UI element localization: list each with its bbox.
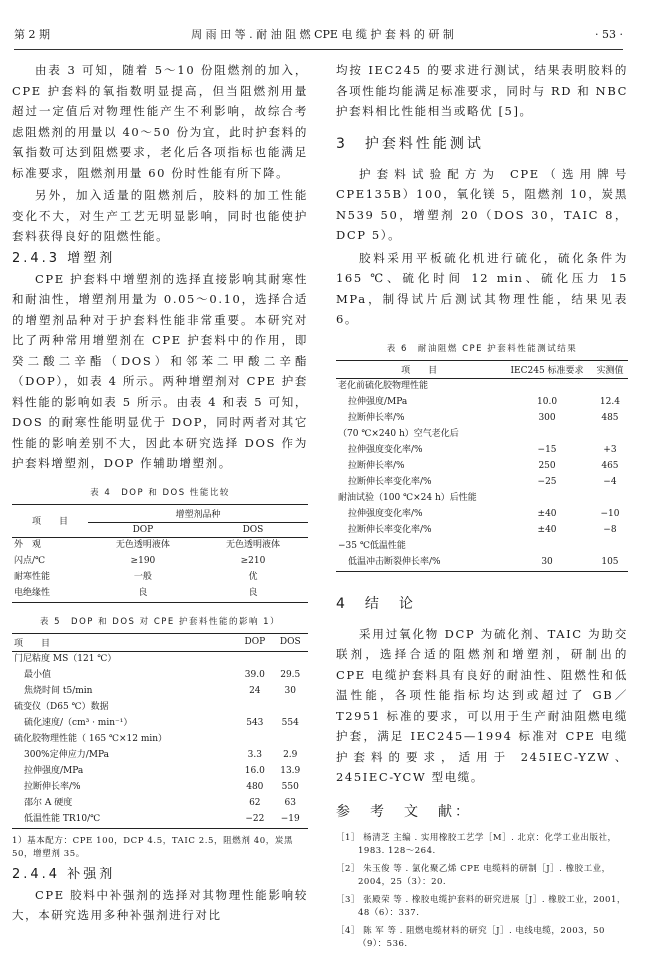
- table-cell: 无色透明液体: [225, 540, 280, 550]
- reference-list: [336, 832, 628, 951]
- table-cell-label: 拉断伸长率/%: [348, 413, 405, 423]
- table-6: [336, 360, 628, 572]
- left-column: [12, 60, 308, 928]
- table-cell: 10.0: [537, 397, 558, 407]
- table-cell: 105: [592, 555, 628, 572]
- table-4: [12, 504, 308, 603]
- table-row: [336, 507, 628, 523]
- table-header: 项 目: [336, 360, 502, 378]
- table-cell-label: 硫变仪（D65 ℃）数据: [14, 702, 109, 712]
- table-cell: −19: [272, 812, 308, 829]
- table-cell: [592, 378, 628, 395]
- running-header: [14, 24, 623, 44]
- paragraph: 另外，加入适量的阻燃剂后，胶料的加工性能变化不大，对生产工艺无明显影响，同时也能使护套料获得良好的阻燃性能。: [12, 188, 308, 243]
- table-caption: 表 4 DOP 和 DOS 性能比较: [90, 487, 230, 498]
- section-heading: 4 结 论: [336, 595, 416, 612]
- table-footnote: 1）基本配方：CPE 100，DCP 4.5，TAIC 2.5，阻燃剂 40，炭黑 50，增塑剂 35。: [12, 835, 294, 859]
- paragraph: 护套料试验配方为 CPE（选用牌号 CPE135B）100，氧化镁 5，阻燃剂 10，炭黑 N539 50，增塑剂 20（DOS 30，TAIC 8，DCP 5）。: [336, 166, 628, 242]
- table-cell-label: 拉断伸长率/%: [24, 782, 81, 792]
- reference-item: ［2］ 朱玉俊 等 . 氯化聚乙烯 CPE 电缆料的研制［J］. 橡胶工业，2004，25（3）：20.: [336, 863, 611, 887]
- table-row: [12, 651, 308, 668]
- table-cell: 485: [601, 413, 619, 423]
- table-cell-label: 门尼粘度 MS（121 ℃）: [14, 654, 117, 664]
- table-row: [336, 443, 628, 459]
- table-row: [336, 555, 628, 572]
- references-heading: 参 考 文 献：: [336, 803, 472, 820]
- table-cell: [502, 378, 592, 395]
- table-caption: 表 5 DOP 和 DOS 对 CPE 护套料性能的影响 1）: [39, 616, 281, 627]
- table-row: [12, 700, 308, 716]
- table-header: 项 目: [12, 633, 237, 651]
- paragraph: 均按 IEC245 的要求进行测试，结果表明胶料的各项性能均能满足标准要求，同时与 RD 和 NBC 护套料相比性能相当或略优 [5]。: [336, 63, 628, 118]
- table-cell-label: 老化前硫化胶物理性能: [338, 381, 429, 391]
- table-cell: [502, 539, 592, 555]
- table-row: [12, 780, 308, 796]
- table-cell: 30: [502, 555, 592, 572]
- table-cell-label: 最小值: [24, 670, 52, 680]
- table-row: [12, 748, 308, 764]
- table-cell: 16.0: [244, 766, 265, 776]
- table-cell: 3.3: [247, 750, 262, 760]
- table-cell: ≥190: [130, 556, 156, 566]
- table-cell: [502, 491, 592, 507]
- table-header: DOP: [237, 633, 272, 651]
- table-header: 实测值: [592, 360, 628, 378]
- table-row: [336, 459, 628, 475]
- table-cell-label: 外 观: [14, 540, 42, 550]
- table-cell: 550: [281, 782, 299, 792]
- table-cell: 543: [246, 718, 264, 728]
- table-cell: 24: [249, 686, 261, 696]
- table-cell: 554: [281, 718, 299, 728]
- header-rule: [14, 49, 623, 50]
- table-cell: 优: [248, 572, 258, 582]
- table-cell-label: （70 ℃×240 h）空气老化后: [338, 429, 459, 439]
- table-cell: 良: [198, 586, 308, 603]
- table-cell-label: 耐油试验（100 ℃×24 h）后性能: [338, 493, 477, 503]
- table-cell: [237, 732, 272, 748]
- table-row: [336, 378, 628, 395]
- table-cell: [272, 732, 308, 748]
- reference-item: ［3］ 张殿荣 等 . 橡胶电缆护套料的研究进展［J］. 橡胶工业，2001，48（6）：337.: [336, 894, 626, 918]
- table-cell: ±40: [537, 509, 557, 519]
- table-row: [12, 570, 308, 586]
- paragraph: CPE 护套料中增塑剂的选择直接影响其耐寒性和耐油性，增塑剂用量为 0.05～0.10，选择合适的增塑剂品种对于护套料性能非常重要。本研究对比了两种常用增塑剂在 CPE 护套料中的作用，即癸二酸二辛酯（DOS）和邻苯二甲酸二辛酯（DOP），如表 4 所示。两种增塑剂对 CPE 护套料性能的影响如表 5 所示。由表 4 和表 5 可知，DOS 的耐寒性能明显优于 DOP，同时两者对其它性能的影响差别不大，因此本研究选择 DOS 作为护套料增塑剂，DOP 作辅助增塑剂。: [12, 271, 308, 470]
- table-header: DOS: [272, 633, 308, 651]
- section-heading: 2.4.4 补强剂: [12, 866, 116, 882]
- paragraph: CPE 胶料中补强剂的选择对其物理性能影响较大，本研究选用多种补强剂进行对比: [12, 887, 308, 922]
- table-cell: 13.9: [280, 766, 301, 776]
- running-title: 周 雨 田 等 . 耐 油 阻 燃 CPE 电 缆 护 套 料 的 研 制: [191, 28, 454, 41]
- table-cell: −22: [237, 812, 272, 829]
- table-row: [12, 812, 308, 829]
- table-header: 项 目: [12, 504, 88, 537]
- table-cell-label: 300%定伸应力/MPa: [24, 750, 109, 760]
- table-row: [336, 523, 628, 539]
- table-cell-label: 低温性能 TR10/℃: [12, 812, 237, 829]
- table-cell: [237, 651, 272, 668]
- table-cell: 300: [538, 413, 556, 423]
- table-cell: −4: [603, 477, 617, 487]
- table-cell: 39.0: [244, 670, 265, 680]
- table-row: [336, 475, 628, 491]
- table-cell-label: 硫化速度/（cm³ · min⁻¹）: [24, 718, 133, 728]
- table-cell: [592, 427, 628, 443]
- table-cell-label: 硫化胶物理性能（ 165 ℃×12 min）: [14, 734, 168, 744]
- table-cell-label: 耐寒性能: [14, 572, 51, 582]
- table-cell-label: 闪点/℃: [14, 556, 46, 566]
- table-row: [336, 491, 628, 507]
- reference-item: ［4］ 陈 军 等 . 阻燃电缆材料的研究［J］. 电线电缆，2003，50（9）：536.: [336, 925, 605, 949]
- table-row: [12, 668, 308, 684]
- table-row: [12, 586, 308, 603]
- table-row: [12, 796, 308, 812]
- table-row: [336, 427, 628, 443]
- table-row: [12, 684, 308, 700]
- table-cell: −10: [600, 509, 620, 519]
- paragraph: 由表 3 可知，随着 5～10 份阻燃剂的加入，CPE 护套料的氧指数明显提高，但当阻燃剂用量超过一定值后对物理性能产生不利影响，故综合考虑阻燃剂的用量以 40～50 份为宜，此时护套料的氧指数可达到阻燃要求，老化后各项指标也能满足标准要求，阻燃剂用量 60 份时性能有所下降。: [12, 63, 308, 180]
- table-row: [12, 716, 308, 732]
- table-cell: [272, 700, 308, 716]
- table-cell-label: 拉断伸长率变化率/%: [348, 477, 432, 487]
- table-cell: [272, 651, 308, 668]
- table-cell-label: 拉伸强度变化率/%: [348, 509, 423, 519]
- table-cell: 250: [538, 461, 556, 471]
- table-cell-label: 拉伸强度/MPa: [24, 766, 84, 776]
- table-cell: 29.5: [280, 670, 301, 680]
- table-cell: −8: [603, 525, 617, 535]
- table-cell-label: 电绝缘性: [12, 586, 88, 603]
- table-cell-label: 拉伸强度/MPa: [348, 397, 408, 407]
- right-column: [336, 60, 628, 956]
- table-header: DOP: [88, 522, 198, 537]
- table-caption: 表 6 耐油阻燃 CPE 护套料性能测试结果: [386, 343, 578, 354]
- table-cell: 62: [249, 798, 261, 808]
- table-row: [336, 395, 628, 411]
- table-header: IEC245 标准要求: [502, 360, 592, 378]
- table-row: [12, 764, 308, 780]
- table-cell: 30: [284, 686, 296, 696]
- paragraph: 采用过氧化物 DCP 为硫化剂、TAIC 为助交联剂，选择合适的阻燃剂和增塑剂，研制出的 CPE 电缆护套料具有良好的耐油性、阻燃性和低温性能，各项性能指标均达到或超过了 GB／T2951 标准的要求，可以用于生产耐油阻燃电缆护套，满足 IEC245—1994 标准对 CPE 电缆护套料的要求，适用于 245IEC-YZW、245IEC-YCW 型电缆。: [336, 626, 628, 784]
- table-cell: ≥210: [240, 556, 266, 566]
- table-cell-label: 拉断伸长率变化率/%: [348, 525, 432, 535]
- table-cell: −25: [537, 477, 557, 487]
- section-heading: 3 护套料性能测试: [336, 135, 484, 152]
- table-row: [336, 539, 628, 555]
- table-cell-label: 焦烧时间 t5/min: [24, 686, 93, 696]
- table-5: [12, 633, 308, 829]
- table-cell: [592, 491, 628, 507]
- table-row: [336, 411, 628, 427]
- table-cell: 465: [601, 461, 619, 471]
- table-cell: [592, 539, 628, 555]
- section-heading: 2.4.3 增塑剂: [12, 250, 116, 266]
- table-cell: [502, 427, 592, 443]
- page-number: · 53 ·: [595, 27, 623, 41]
- table-cell: 无色透明液体: [115, 540, 170, 550]
- reference-item: ［1］ 杨清芝 主编 . 实用橡胶工艺学［M］. 北京：化学工业出版社，1983. 128～264.: [336, 832, 617, 856]
- paragraph: 胶料采用平板硫化机进行硫化，硫化条件为 165 ℃、硫化时间 12 min、硫化压力 15 MPa，制得试片后测试其物理性能，结果见表 6。: [336, 250, 628, 326]
- table-cell: 12.4: [599, 397, 620, 407]
- issue-label: 第 2 期: [14, 28, 50, 41]
- table-cell: −15: [537, 445, 557, 455]
- table-cell: 2.9: [283, 750, 298, 760]
- table-row: [12, 732, 308, 748]
- table-cell: 一般: [133, 572, 152, 582]
- table-cell-label: 邵尔 A 硬度: [24, 798, 73, 808]
- table-row: [12, 537, 308, 554]
- table-cell-label: −35 ℃低温性能: [338, 541, 406, 551]
- table-cell: ±40: [537, 525, 557, 535]
- table-cell-label: 拉断伸长率/%: [348, 461, 405, 471]
- table-row: [12, 554, 308, 570]
- table-cell-label: 低温冲击断裂伸长率/%: [336, 555, 502, 572]
- table-cell-label: 拉伸强度变化率/%: [348, 445, 423, 455]
- table-cell: 63: [284, 798, 296, 808]
- table-header: DOS: [198, 522, 308, 537]
- table-cell: 良: [88, 586, 198, 603]
- table-cell: +3: [603, 445, 617, 455]
- table-cell: 480: [246, 782, 264, 792]
- table-header: 增塑剂品种: [88, 504, 308, 522]
- table-cell: [237, 700, 272, 716]
